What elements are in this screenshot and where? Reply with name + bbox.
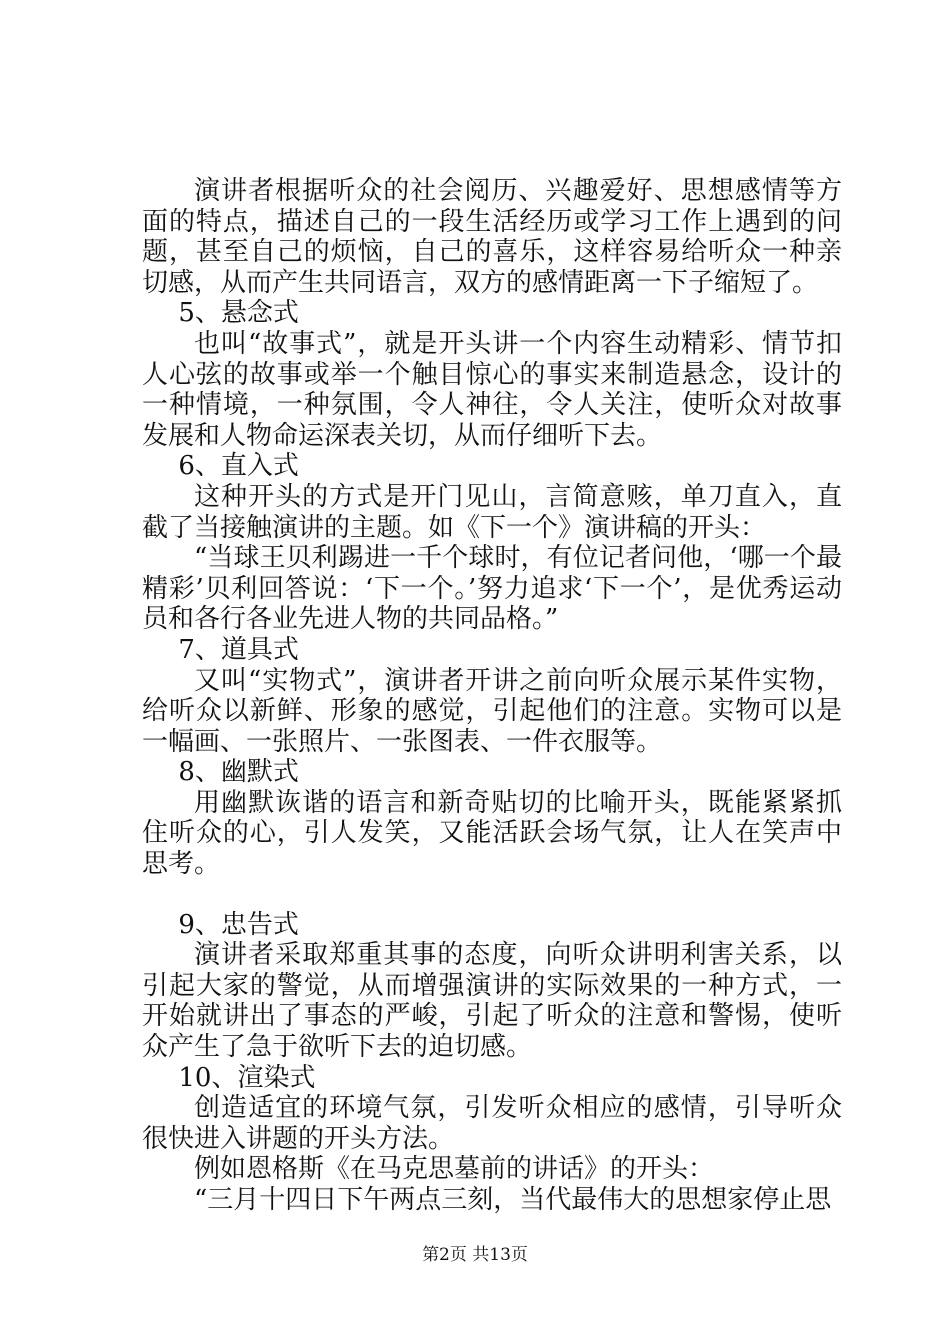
paragraph: 演讲者采取郑重其事的态度，向听众讲明利害关系，以引起大家的警觉，从而增强演讲的实际效果的一种方式，一开始就讲出了事态的严峻，引起了听众的注意和警惕，使听众产生了急于欲听下去的迫切感。 (142, 940, 842, 1063)
quote-paragraph: “当球王贝利踢进一千个球时，有位记者问他，‘哪一个最精彩’贝利回答说：‘下一个。’努力追求‘下一个’，是优秀运动员和各行各业先进人物的共同品格。” (142, 543, 842, 635)
section-heading: 8、幽默式 (178, 757, 299, 788)
paragraph: 也叫“故事式”，就是开头讲一个内容生动精彩、情节扣人心弦的故事或举一个触目惊心的事实来制造悬念，设计的一种情境，一种氛围，令人神往，令人关注，使听众对故事发展和人物命运深表关切，从而仔细听下去。 (142, 328, 842, 451)
section-heading: 7、道具式 (178, 634, 299, 665)
section-heading: 6、直入式 (178, 451, 299, 482)
page-number-footer: 第2页 共13页 (422, 1245, 528, 1265)
section-heading: 9、忠告式 (178, 909, 299, 940)
quote-paragraph: “三月十四日下午两点三刻，当代最伟大的思想家停止思 (194, 1185, 832, 1215)
document-body (142, 176, 842, 1216)
section-heading: 5、悬念式 (178, 298, 299, 329)
paragraph: 这种开头的方式是开门见山，言简意赅，单刀直入，直截了当接触演讲的主题。如《下一个》演讲稿的开头： (142, 481, 842, 543)
paragraph: 创造适宜的环境气氛，引发听众相应的感情，引导听众很快进入讲题的开头方法。 (142, 1093, 842, 1154)
paragraph: 用幽默诙谐的语言和新奇贴切的比喻开头，既能紧紧抓住听众的心，引人发笑，又能活跃会场气氛，让人在笑声中思考。 (142, 787, 842, 880)
paragraph: 又叫“实物式”，演讲者开讲之前向听众展示某件实物，给听众以新鲜、形象的感觉，引起他们的注意。实物可以是一幅画、一张照片、一张图表、一件衣服等。 (142, 665, 842, 757)
paragraph: 例如恩格斯《在马克思墓前的讲话》的开头： (194, 1154, 715, 1185)
paragraph: 演讲者根据听众的社会阅历、兴趣爱好、思想感情等方面的特点，描述自己的一段生活经历或学习工作上遇到的问题，甚至自己的烦恼，自己的喜乐，这样容易给听众一种亲切感，从而产生共同语言，双方的感情距离一下子缩短了。 (142, 176, 842, 298)
section-heading: 10、渲染式 (178, 1062, 316, 1093)
paragraph-gap (142, 880, 842, 910)
